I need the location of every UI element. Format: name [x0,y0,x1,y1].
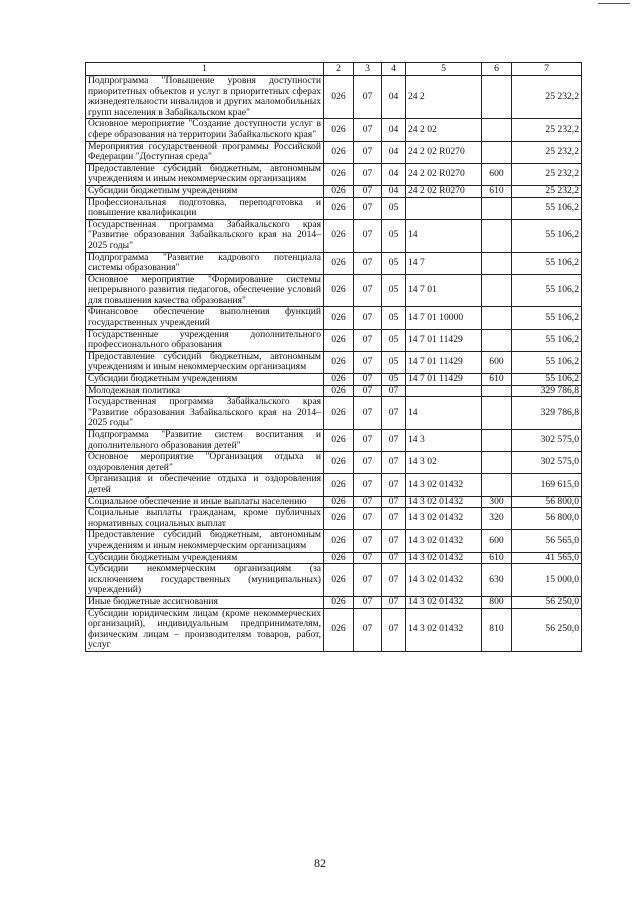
row-pr-cell: 05 [382,252,406,274]
row-vr-cell: 610 [482,185,512,197]
row-rz-cell: 07 [354,530,382,552]
row-pr-cell: 05 [382,197,406,219]
row-name-cell: Государственные учреждения дополнительного профессионального образования [86,329,324,351]
table-row [86,608,582,651]
row-gr-cell: 026 [324,430,354,452]
row-pr-cell: 04 [382,185,406,197]
row-rz-cell: 07 [354,329,382,351]
row-pr-cell: 07 [382,552,406,564]
column-header: 6 [482,63,512,76]
row-vr-cell: 630 [482,564,512,597]
row-gr-cell: 026 [324,119,354,141]
row-vr-cell [482,452,512,474]
row-pr-cell: 07 [382,397,406,430]
row-gr-cell: 026 [324,76,354,119]
row-name-cell: Субсидии бюджетным учреждениям [86,185,324,197]
row-amount-cell: 55 106,2 [512,252,582,274]
header-row [86,63,582,76]
row-name-cell: Подпрограмма "Развитие кадрового потенциала системы образования" [86,252,324,274]
row-gr-cell: 026 [324,274,354,307]
row-target-cell: 14 7 01 11429 [406,329,482,351]
row-gr-cell: 026 [324,496,354,508]
row-vr-cell [482,329,512,351]
row-vr-cell [482,119,512,141]
row-pr-cell: 04 [382,141,406,163]
row-gr-cell: 026 [324,197,354,219]
row-target-cell: 14 7 01 11429 [406,374,482,386]
row-target-cell: 14 3 02 [406,452,482,474]
budget-table [85,62,582,652]
row-target-cell: 24 2 02 R0270 [406,185,482,197]
row-name-cell: Мероприятия государственной программы Российской Федерации "Доступная среда" [86,141,324,163]
row-pr-cell: 04 [382,163,406,185]
row-name-cell: Профессиональная подготовка, переподготовка и повышение квалификации [86,197,324,219]
row-vr-cell [482,430,512,452]
row-target-cell: 14 7 01 11429 [406,351,482,373]
row-name-cell: Предоставление субсидий бюджетным, автономным учреждениям и иным некоммерческим организациям [86,530,324,552]
row-amount-cell: 302 575,0 [512,452,582,474]
row-target-cell: 14 3 [406,430,482,452]
table-row [86,141,582,163]
row-name-cell: Подпрограмма "Развитие систем воспитания и дополнительного образования детей" [86,430,324,452]
row-gr-cell: 026 [324,452,354,474]
row-target-cell: 14 3 02 01432 [406,530,482,552]
row-vr-cell: 300 [482,496,512,508]
row-vr-cell: 610 [482,552,512,564]
row-gr-cell: 026 [324,530,354,552]
row-vr-cell: 320 [482,508,512,530]
row-name-cell: Субсидии некоммерческим организациям (за исключением государственных (муниципальных) учреждений) [86,564,324,597]
row-rz-cell: 07 [354,119,382,141]
row-name-cell: Социальное обеспечение и иные выплаты населению [86,496,324,508]
table-row [86,530,582,552]
row-pr-cell: 04 [382,76,406,119]
row-pr-cell: 05 [382,274,406,307]
row-vr-cell [482,307,512,329]
row-name-cell: Иные бюджетные ассигнования [86,596,324,608]
row-pr-cell: 07 [382,430,406,452]
row-rz-cell: 07 [354,608,382,651]
table-row [86,397,582,430]
row-target-cell: 14 7 01 10000 [406,307,482,329]
row-rz-cell: 07 [354,452,382,474]
row-pr-cell: 05 [382,351,406,373]
page-number: 82 [314,856,326,870]
row-rz-cell: 07 [354,385,382,397]
table-row [86,552,582,564]
row-amount-cell: 329 786,8 [512,397,582,430]
table-row [86,385,582,397]
row-amount-cell: 25 232,2 [512,185,582,197]
table-row [86,452,582,474]
row-amount-cell: 56 565,0 [512,530,582,552]
row-name-cell: Предоставление субсидий бюджетным, автономным учреждениям и иным некоммерческим организациям [86,163,324,185]
table-row [86,329,582,351]
row-amount-cell: 329 786,8 [512,385,582,397]
row-rz-cell: 07 [354,351,382,373]
row-target-cell: 24 2 02 R0270 [406,163,482,185]
row-pr-cell: 07 [382,596,406,608]
row-amount-cell: 15 000,0 [512,564,582,597]
row-amount-cell: 55 106,2 [512,329,582,351]
table-row [86,307,582,329]
table-row [86,564,582,597]
row-rz-cell: 07 [354,397,382,430]
column-header: 1 [86,63,324,76]
row-rz-cell: 07 [354,252,382,274]
row-pr-cell: 07 [382,452,406,474]
row-name-cell: Организация и обеспечение отдыха и оздоровления детей [86,474,324,496]
table-row [86,119,582,141]
column-header: 4 [382,63,406,76]
table-row [86,219,582,252]
row-rz-cell: 07 [354,185,382,197]
row-pr-cell: 07 [382,564,406,597]
row-gr-cell: 026 [324,374,354,386]
row-vr-cell [482,197,512,219]
row-amount-cell: 56 800,0 [512,508,582,530]
row-pr-cell: 07 [382,496,406,508]
row-pr-cell: 07 [382,508,406,530]
column-header: 5 [406,63,482,76]
table-row [86,351,582,373]
row-amount-cell: 56 250,0 [512,608,582,651]
row-amount-cell: 169 615,0 [512,474,582,496]
table-row [86,596,582,608]
row-name-cell: Основное мероприятие "Организация отдыха и оздоровления детей" [86,452,324,474]
row-amount-cell: 41 565,0 [512,552,582,564]
row-amount-cell: 25 232,2 [512,119,582,141]
row-rz-cell: 07 [354,564,382,597]
table-row [86,496,582,508]
row-vr-cell [482,141,512,163]
table-row [86,274,582,307]
row-rz-cell: 07 [354,430,382,452]
row-amount-cell: 25 232,2 [512,76,582,119]
table-row [86,430,582,452]
corner-mark [598,3,630,4]
row-name-cell: Финансовое обеспечение выполнения функций государственных учреждений [86,307,324,329]
column-header: 3 [354,63,382,76]
row-name-cell: Субсидии бюджетным учреждениям [86,374,324,386]
row-target-cell: 24 2 02 R0270 [406,141,482,163]
row-amount-cell: 55 106,2 [512,274,582,307]
row-pr-cell: 07 [382,608,406,651]
row-rz-cell: 07 [354,219,382,252]
row-target-cell: 14 3 02 01432 [406,474,482,496]
row-rz-cell: 07 [354,474,382,496]
table-body [86,76,582,652]
row-vr-cell: 600 [482,163,512,185]
row-name-cell: Государственная программа Забайкальского края "Развитие образования Забайкальского края на 2014–2025 годы" [86,219,324,252]
row-vr-cell: 800 [482,596,512,608]
row-vr-cell [482,219,512,252]
row-gr-cell: 026 [324,141,354,163]
row-target-cell [406,197,482,219]
row-name-cell: Основное мероприятие "Создание доступности услуг в сфере образования на территории Забайкальского края" [86,119,324,141]
table-row [86,197,582,219]
row-gr-cell: 026 [324,552,354,564]
row-target-cell: 14 3 02 01432 [406,596,482,608]
row-name-cell: Подпрограмма "Повышение уровня доступности приоритетных объектов и услуг в приоритетных сферах жизнедеятельности инвалидов и других маломобильных групп населения в Забайкальском крае" [86,76,324,119]
row-name-cell: Государственная программа Забайкальского края "Развитие образования Забайкальского края на 2014–2025 годы" [86,397,324,430]
row-gr-cell: 026 [324,351,354,373]
row-name-cell: Субсидии юридическим лицам (кроме некоммерческих организаций), индивидуальным предпринимателям, физическим лицам – производителям товаров, работ, услуг [86,608,324,651]
row-pr-cell: 04 [382,119,406,141]
row-name-cell: Субсидии бюджетным учреждениям [86,552,324,564]
row-vr-cell: 600 [482,530,512,552]
row-vr-cell [482,397,512,430]
row-gr-cell: 026 [324,219,354,252]
table-row [86,76,582,119]
row-rz-cell: 07 [354,76,382,119]
row-rz-cell: 07 [354,163,382,185]
row-target-cell: 24 2 02 [406,119,482,141]
row-amount-cell: 25 232,2 [512,141,582,163]
row-pr-cell: 07 [382,385,406,397]
row-gr-cell: 026 [324,608,354,651]
table-row [86,185,582,197]
row-target-cell [406,385,482,397]
row-amount-cell: 56 800,0 [512,496,582,508]
row-rz-cell: 07 [354,274,382,307]
row-vr-cell [482,274,512,307]
row-pr-cell: 05 [382,329,406,351]
row-gr-cell: 026 [324,474,354,496]
row-amount-cell: 55 106,2 [512,374,582,386]
table-row [86,252,582,274]
row-gr-cell: 026 [324,307,354,329]
row-rz-cell: 07 [354,596,382,608]
row-rz-cell: 07 [354,552,382,564]
row-target-cell: 14 7 [406,252,482,274]
row-amount-cell: 302 575,0 [512,430,582,452]
row-name-cell: Основное мероприятие "Формирование системы непрерывного развития педагогов, обеспечение условий для повышения качества образования" [86,274,324,307]
row-rz-cell: 07 [354,307,382,329]
row-pr-cell: 07 [382,530,406,552]
row-pr-cell: 05 [382,307,406,329]
row-target-cell: 14 3 02 01432 [406,508,482,530]
row-pr-cell: 05 [382,374,406,386]
row-target-cell: 14 [406,219,482,252]
row-rz-cell: 07 [354,374,382,386]
row-vr-cell [482,474,512,496]
row-gr-cell: 026 [324,508,354,530]
row-vr-cell: 810 [482,608,512,651]
table-row [86,374,582,386]
row-target-cell: 14 3 02 01432 [406,564,482,597]
column-header: 7 [512,63,582,76]
row-vr-cell [482,252,512,274]
row-gr-cell: 026 [324,329,354,351]
table-row [86,163,582,185]
row-gr-cell: 026 [324,596,354,608]
row-rz-cell: 07 [354,496,382,508]
row-vr-cell [482,385,512,397]
column-header: 2 [324,63,354,76]
row-amount-cell: 25 232,2 [512,163,582,185]
row-target-cell: 24 2 [406,76,482,119]
row-rz-cell: 07 [354,197,382,219]
row-rz-cell: 07 [354,141,382,163]
table-row [86,508,582,530]
row-target-cell: 14 3 02 01432 [406,552,482,564]
row-target-cell: 14 [406,397,482,430]
row-name-cell: Предоставление субсидий бюджетным, автономным учреждениям и иным некоммерческим организациям [86,351,324,373]
row-gr-cell: 026 [324,397,354,430]
row-vr-cell: 610 [482,374,512,386]
row-name-cell: Социальные выплаты гражданам, кроме публичных нормативных социальных выплат [86,508,324,530]
row-gr-cell: 026 [324,252,354,274]
row-pr-cell: 05 [382,219,406,252]
row-gr-cell: 026 [324,163,354,185]
row-name-cell: Молодежная политика [86,385,324,397]
row-gr-cell: 026 [324,564,354,597]
row-amount-cell: 55 106,2 [512,307,582,329]
row-amount-cell: 56 250,0 [512,596,582,608]
row-pr-cell: 07 [382,474,406,496]
row-gr-cell: 026 [324,385,354,397]
row-rz-cell: 07 [354,508,382,530]
row-target-cell: 14 3 02 01432 [406,608,482,651]
table-row [86,474,582,496]
row-target-cell: 14 7 01 [406,274,482,307]
row-gr-cell: 026 [324,185,354,197]
row-target-cell: 14 3 02 01432 [406,496,482,508]
row-amount-cell: 55 106,2 [512,219,582,252]
row-amount-cell: 55 106,2 [512,197,582,219]
row-vr-cell [482,76,512,119]
row-vr-cell: 600 [482,351,512,373]
row-amount-cell: 55 106,2 [512,351,582,373]
